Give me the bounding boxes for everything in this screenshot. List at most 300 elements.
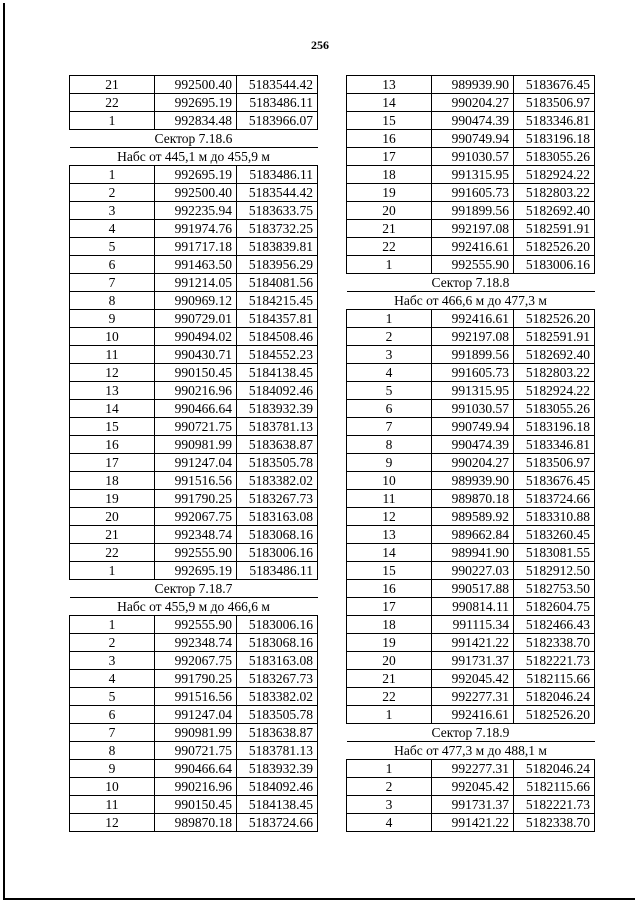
table-row (70, 490, 318, 508)
point-number: 2 (347, 778, 432, 796)
table-row (347, 562, 595, 580)
y-coordinate: 5182338.70 (514, 814, 595, 832)
sector-header-row (347, 742, 595, 760)
table-row (70, 112, 318, 130)
y-coordinate: 5183486.11 (237, 94, 318, 112)
point-number: 3 (70, 652, 155, 670)
table-row (70, 724, 318, 742)
table-row (347, 508, 595, 526)
table-row (70, 616, 318, 634)
x-coordinate: 992416.61 (432, 706, 514, 724)
table-row (70, 562, 318, 580)
point-number: 18 (70, 472, 155, 490)
table-row (70, 706, 318, 724)
x-coordinate: 991516.56 (155, 688, 237, 706)
sector-header-row (70, 148, 318, 166)
x-coordinate: 989941.90 (432, 544, 514, 562)
y-coordinate: 5183781.13 (237, 418, 318, 436)
point-number: 16 (70, 436, 155, 454)
x-coordinate: 992067.75 (155, 508, 237, 526)
table-row (347, 616, 595, 634)
point-number: 5 (347, 382, 432, 400)
y-coordinate: 5183068.16 (237, 634, 318, 652)
x-coordinate: 991605.73 (432, 364, 514, 382)
y-coordinate: 5183781.13 (237, 742, 318, 760)
y-coordinate: 5182692.40 (514, 346, 595, 364)
x-coordinate: 991247.04 (155, 706, 237, 724)
table-row (347, 76, 595, 94)
table-row (347, 184, 595, 202)
x-coordinate: 992277.31 (432, 688, 514, 706)
y-coordinate: 5182803.22 (514, 364, 595, 382)
point-number: 18 (347, 616, 432, 634)
x-coordinate: 989939.90 (432, 76, 514, 94)
x-coordinate: 989870.18 (432, 490, 514, 508)
table-row (70, 472, 318, 490)
point-number: 11 (347, 490, 432, 508)
table-row (347, 454, 595, 472)
y-coordinate: 5183346.81 (514, 436, 595, 454)
y-coordinate: 5183724.66 (237, 814, 318, 832)
y-coordinate: 5183382.02 (237, 688, 318, 706)
x-coordinate: 990227.03 (432, 562, 514, 580)
y-coordinate: 5184215.45 (237, 292, 318, 310)
x-coordinate: 991605.73 (432, 184, 514, 202)
point-number: 7 (70, 724, 155, 742)
x-coordinate: 992416.61 (432, 310, 514, 328)
y-coordinate: 5184081.56 (237, 274, 318, 292)
point-number: 5 (70, 688, 155, 706)
y-coordinate: 5182338.70 (514, 634, 595, 652)
table-row (70, 256, 318, 274)
x-coordinate: 990494.02 (155, 328, 237, 346)
table-row (347, 580, 595, 598)
y-coordinate: 5182466.43 (514, 616, 595, 634)
y-coordinate: 5183310.88 (514, 508, 595, 526)
point-number: 1 (347, 256, 432, 274)
point-number: 8 (70, 292, 155, 310)
x-coordinate: 991030.57 (432, 400, 514, 418)
x-coordinate: 992197.08 (432, 220, 514, 238)
point-number: 22 (347, 688, 432, 706)
y-coordinate: 5184508.46 (237, 328, 318, 346)
sector-header-row (70, 130, 318, 148)
table-row (347, 760, 595, 778)
table-row (347, 778, 595, 796)
y-coordinate: 5182221.73 (514, 796, 595, 814)
point-number: 5 (70, 238, 155, 256)
point-number: 8 (70, 742, 155, 760)
x-coordinate: 991315.95 (432, 382, 514, 400)
table-row (347, 310, 595, 328)
y-coordinate: 5183956.29 (237, 256, 318, 274)
point-number: 16 (347, 130, 432, 148)
x-coordinate: 990150.45 (155, 364, 237, 382)
x-coordinate: 992235.94 (155, 202, 237, 220)
y-coordinate: 5184092.46 (237, 778, 318, 796)
x-coordinate: 989589.92 (432, 508, 514, 526)
table-row (70, 526, 318, 544)
table-row (70, 760, 318, 778)
point-number: 19 (347, 634, 432, 652)
table-row (70, 670, 318, 688)
point-number: 7 (347, 418, 432, 436)
point-number: 19 (70, 490, 155, 508)
table-row (70, 364, 318, 382)
sector-header: Сектор 7.18.7 (70, 580, 318, 598)
point-number: 3 (347, 796, 432, 814)
table-row (70, 688, 318, 706)
table-row (347, 364, 595, 382)
x-coordinate: 990969.12 (155, 292, 237, 310)
table-row (347, 436, 595, 454)
x-coordinate: 991421.22 (432, 814, 514, 832)
point-number: 15 (347, 562, 432, 580)
x-coordinate: 992500.40 (155, 184, 237, 202)
point-number: 17 (347, 148, 432, 166)
x-coordinate: 992555.90 (155, 544, 237, 562)
x-coordinate: 990749.94 (432, 418, 514, 436)
point-number: 20 (347, 652, 432, 670)
x-coordinate: 989662.84 (432, 526, 514, 544)
y-coordinate: 5183163.08 (237, 652, 318, 670)
x-coordinate: 990466.64 (155, 760, 237, 778)
table-row (347, 400, 595, 418)
y-coordinate: 5183006.16 (237, 544, 318, 562)
y-coordinate: 5183267.73 (237, 490, 318, 508)
table-row (347, 328, 595, 346)
y-coordinate: 5183932.39 (237, 760, 318, 778)
y-coordinate: 5182591.91 (514, 220, 595, 238)
table-row (347, 544, 595, 562)
y-coordinate: 5182526.20 (514, 238, 595, 256)
point-number: 14 (347, 544, 432, 562)
point-number: 18 (347, 166, 432, 184)
table-row (70, 310, 318, 328)
y-coordinate: 5183081.55 (514, 544, 595, 562)
x-coordinate: 991717.18 (155, 238, 237, 256)
x-coordinate: 992348.74 (155, 634, 237, 652)
point-number: 21 (70, 76, 155, 94)
table-row (70, 778, 318, 796)
sector-header-row (70, 580, 318, 598)
point-number: 22 (347, 238, 432, 256)
point-number: 9 (70, 760, 155, 778)
x-coordinate: 990204.27 (432, 454, 514, 472)
y-coordinate: 5183006.16 (514, 256, 595, 274)
table-row (347, 814, 595, 832)
y-coordinate: 5182924.22 (514, 382, 595, 400)
x-coordinate: 991731.37 (432, 796, 514, 814)
point-number: 22 (70, 544, 155, 562)
table-row (70, 508, 318, 526)
table-row (347, 490, 595, 508)
x-coordinate: 992834.48 (155, 112, 237, 130)
table-row (347, 472, 595, 490)
table-row (70, 382, 318, 400)
table-row (347, 706, 595, 724)
table-row (70, 328, 318, 346)
sector-header: Сектор 7.18.9 (347, 724, 595, 742)
table-row (347, 166, 595, 184)
y-coordinate: 5183055.26 (514, 400, 595, 418)
table-row (70, 94, 318, 112)
y-coordinate: 5184357.81 (237, 310, 318, 328)
x-coordinate: 992277.31 (432, 760, 514, 778)
sector-header: Набс от 445,1 м до 455,9 м (70, 148, 318, 166)
y-coordinate: 5183676.45 (514, 76, 595, 94)
y-coordinate: 5182046.24 (514, 760, 595, 778)
point-number: 2 (347, 328, 432, 346)
table-row (70, 238, 318, 256)
coordinates-table-right (346, 75, 595, 832)
x-coordinate: 991247.04 (155, 454, 237, 472)
point-number: 1 (347, 760, 432, 778)
x-coordinate: 990981.99 (155, 724, 237, 742)
x-coordinate: 991421.22 (432, 634, 514, 652)
table-row (347, 652, 595, 670)
table-row (347, 220, 595, 238)
y-coordinate: 5184138.45 (237, 796, 318, 814)
x-coordinate: 990216.96 (155, 778, 237, 796)
x-coordinate: 992695.19 (155, 562, 237, 580)
table-row (347, 202, 595, 220)
sector-header-row (347, 292, 595, 310)
y-coordinate: 5183544.42 (237, 76, 318, 94)
table-row (70, 76, 318, 94)
x-coordinate: 990749.94 (432, 130, 514, 148)
y-coordinate: 5182753.50 (514, 580, 595, 598)
point-number: 6 (70, 706, 155, 724)
y-coordinate: 5183163.08 (237, 508, 318, 526)
x-coordinate: 992500.40 (155, 76, 237, 94)
sector-header: Набс от 455,9 м до 466,6 м (70, 598, 318, 616)
y-coordinate: 5183055.26 (514, 148, 595, 166)
point-number: 15 (347, 112, 432, 130)
table-row (347, 688, 595, 706)
x-coordinate: 992555.90 (155, 616, 237, 634)
y-coordinate: 5183506.97 (514, 94, 595, 112)
point-number: 12 (347, 508, 432, 526)
x-coordinate: 991315.95 (432, 166, 514, 184)
y-coordinate: 5183638.87 (237, 436, 318, 454)
x-coordinate: 992695.19 (155, 94, 237, 112)
sector-header: Сектор 7.18.6 (70, 130, 318, 148)
point-number: 21 (70, 526, 155, 544)
point-number: 2 (70, 634, 155, 652)
table-row (347, 598, 595, 616)
x-coordinate: 990981.99 (155, 436, 237, 454)
table-row (70, 454, 318, 472)
y-coordinate: 5183732.25 (237, 220, 318, 238)
table-row (70, 274, 318, 292)
table-row (70, 184, 318, 202)
table-row (70, 814, 318, 832)
y-coordinate: 5183382.02 (237, 472, 318, 490)
y-coordinate: 5183676.45 (514, 472, 595, 490)
sector-header-row (347, 274, 595, 292)
point-number: 1 (347, 706, 432, 724)
point-number: 4 (347, 364, 432, 382)
x-coordinate: 990474.39 (432, 436, 514, 454)
y-coordinate: 5183196.18 (514, 418, 595, 436)
point-number: 10 (347, 472, 432, 490)
y-coordinate: 5183932.39 (237, 400, 318, 418)
table-row (70, 292, 318, 310)
point-number: 9 (347, 454, 432, 472)
x-coordinate: 990474.39 (432, 112, 514, 130)
x-coordinate: 991030.57 (432, 148, 514, 166)
x-coordinate: 991790.25 (155, 670, 237, 688)
y-coordinate: 5183839.81 (237, 238, 318, 256)
x-coordinate: 989939.90 (432, 472, 514, 490)
point-number: 17 (70, 454, 155, 472)
point-number: 22 (70, 94, 155, 112)
y-coordinate: 5182115.66 (514, 778, 595, 796)
sector-header-row (347, 724, 595, 742)
coordinates-table-left (69, 75, 318, 832)
y-coordinate: 5182591.91 (514, 328, 595, 346)
table-row (70, 220, 318, 238)
y-coordinate: 5183966.07 (237, 112, 318, 130)
x-coordinate: 991974.76 (155, 220, 237, 238)
point-number: 10 (70, 778, 155, 796)
point-number: 9 (70, 310, 155, 328)
x-coordinate: 990216.96 (155, 382, 237, 400)
table-row (347, 148, 595, 166)
y-coordinate: 5182912.50 (514, 562, 595, 580)
sector-header: Набс от 477,3 м до 488,1 м (347, 742, 595, 760)
sector-header: Сектор 7.18.8 (347, 274, 595, 292)
y-coordinate: 5183267.73 (237, 670, 318, 688)
table-row (70, 742, 318, 760)
table-row (347, 94, 595, 112)
x-coordinate: 990204.27 (432, 94, 514, 112)
x-coordinate: 991516.56 (155, 472, 237, 490)
x-coordinate: 990814.11 (432, 598, 514, 616)
x-coordinate: 992067.75 (155, 652, 237, 670)
point-number: 13 (347, 76, 432, 94)
point-number: 8 (347, 436, 432, 454)
table-row (347, 130, 595, 148)
y-coordinate: 5183346.81 (514, 112, 595, 130)
table-row (347, 346, 595, 364)
y-coordinate: 5184138.45 (237, 364, 318, 382)
x-coordinate: 990517.88 (432, 580, 514, 598)
point-number: 20 (70, 508, 155, 526)
x-coordinate: 991790.25 (155, 490, 237, 508)
table-row (70, 436, 318, 454)
point-number: 10 (70, 328, 155, 346)
table-row (70, 346, 318, 364)
point-number: 4 (70, 220, 155, 238)
sector-header: Набс от 466,6 м до 477,3 м (347, 292, 595, 310)
point-number: 12 (70, 364, 155, 382)
y-coordinate: 5184552.23 (237, 346, 318, 364)
table-row (70, 634, 318, 652)
y-coordinate: 5182604.75 (514, 598, 595, 616)
point-number: 20 (347, 202, 432, 220)
left-column (69, 75, 318, 832)
point-number: 13 (70, 382, 155, 400)
x-coordinate: 992555.90 (432, 256, 514, 274)
point-number: 12 (70, 814, 155, 832)
point-number: 13 (347, 526, 432, 544)
point-number: 1 (70, 166, 155, 184)
table-row (347, 238, 595, 256)
point-number: 3 (347, 346, 432, 364)
point-number: 1 (70, 562, 155, 580)
table-row (70, 544, 318, 562)
sector-header-row (70, 598, 318, 616)
y-coordinate: 5183505.78 (237, 706, 318, 724)
point-number: 15 (70, 418, 155, 436)
point-number: 17 (347, 598, 432, 616)
y-coordinate: 5184092.46 (237, 382, 318, 400)
x-coordinate: 992045.42 (432, 670, 514, 688)
point-number: 19 (347, 184, 432, 202)
table-row (347, 796, 595, 814)
point-number: 7 (70, 274, 155, 292)
y-coordinate: 5182692.40 (514, 202, 595, 220)
y-coordinate: 5182526.20 (514, 310, 595, 328)
point-number: 11 (70, 346, 155, 364)
x-coordinate: 990721.75 (155, 742, 237, 760)
table-row (347, 256, 595, 274)
x-coordinate: 992416.61 (432, 238, 514, 256)
table-row (70, 796, 318, 814)
table-row (70, 202, 318, 220)
right-column (346, 75, 595, 832)
point-number: 6 (70, 256, 155, 274)
x-coordinate: 991214.05 (155, 274, 237, 292)
y-coordinate: 5183544.42 (237, 184, 318, 202)
y-coordinate: 5183006.16 (237, 616, 318, 634)
x-coordinate: 990721.75 (155, 418, 237, 436)
y-coordinate: 5182046.24 (514, 688, 595, 706)
y-coordinate: 5183260.45 (514, 526, 595, 544)
point-number: 11 (70, 796, 155, 814)
point-number: 21 (347, 670, 432, 688)
point-number: 21 (347, 220, 432, 238)
y-coordinate: 5182221.73 (514, 652, 595, 670)
x-coordinate: 991115.34 (432, 616, 514, 634)
x-coordinate: 990150.45 (155, 796, 237, 814)
y-coordinate: 5183068.16 (237, 526, 318, 544)
y-coordinate: 5182924.22 (514, 166, 595, 184)
table-row (70, 418, 318, 436)
y-coordinate: 5183505.78 (237, 454, 318, 472)
point-number: 2 (70, 184, 155, 202)
table-row (347, 634, 595, 652)
x-coordinate: 990729.01 (155, 310, 237, 328)
y-coordinate: 5183724.66 (514, 490, 595, 508)
x-coordinate: 992045.42 (432, 778, 514, 796)
x-coordinate: 990466.64 (155, 400, 237, 418)
y-coordinate: 5183486.11 (237, 166, 318, 184)
table-row (70, 166, 318, 184)
x-coordinate: 991899.56 (432, 202, 514, 220)
table-row (70, 652, 318, 670)
point-number: 1 (70, 616, 155, 634)
y-coordinate: 5183506.97 (514, 454, 595, 472)
point-number: 6 (347, 400, 432, 418)
table-row (347, 112, 595, 130)
table-row (347, 382, 595, 400)
point-number: 16 (347, 580, 432, 598)
y-coordinate: 5182526.20 (514, 706, 595, 724)
y-coordinate: 5183196.18 (514, 130, 595, 148)
